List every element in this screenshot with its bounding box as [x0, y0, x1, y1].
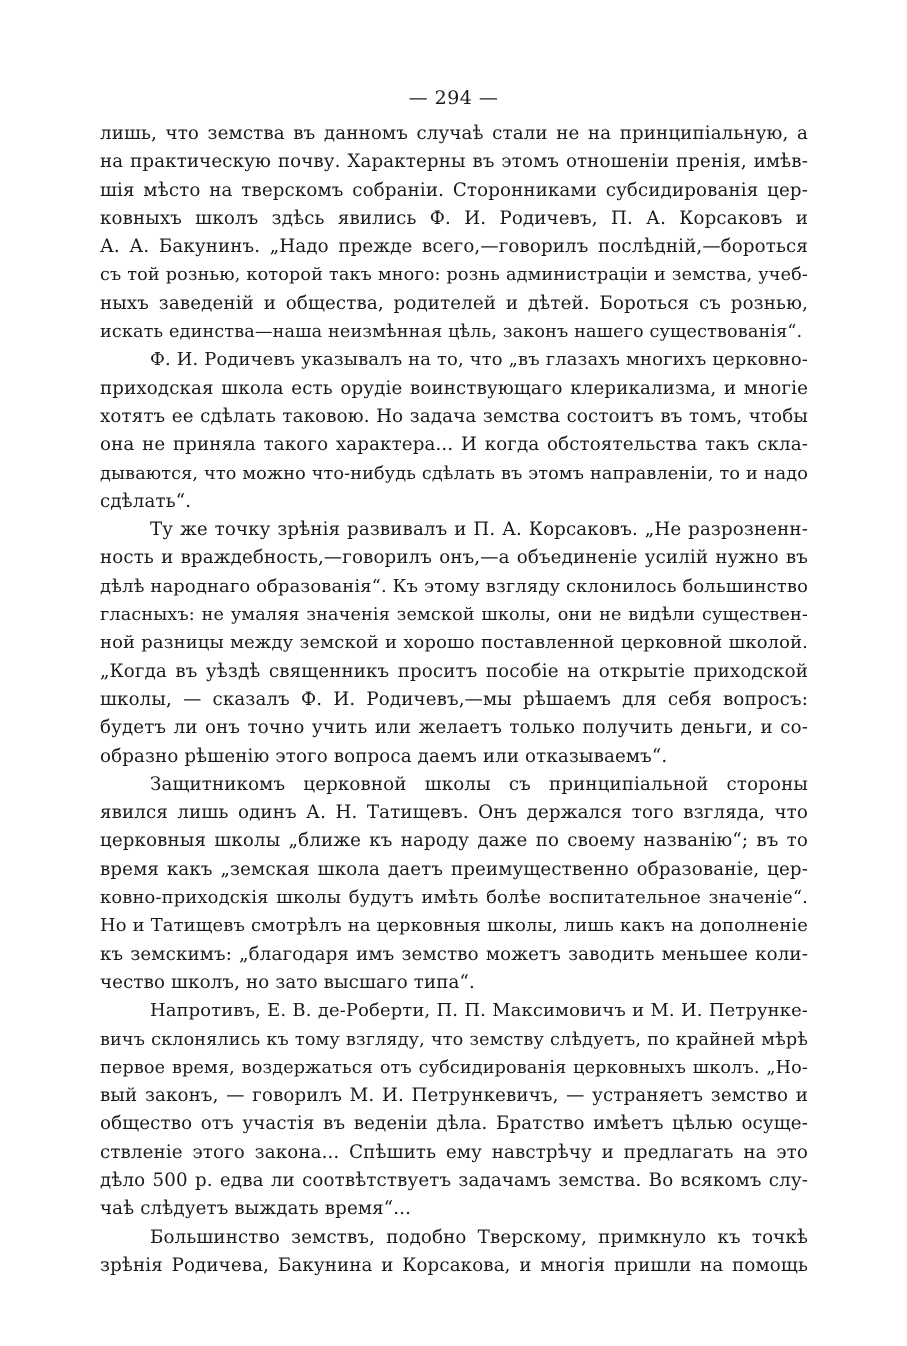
- text-line: ность и враждебность,—говорилъ онъ,—а объединеніе усилій нужно въ: [100, 547, 808, 569]
- text-line: Большинство земствъ, подобно Тверскому, примкнуло къ точкѣ: [150, 1226, 808, 1248]
- text-line: приходская школа есть орудіе воинствующаго клерикализма, и многіе: [100, 377, 808, 399]
- text-line: вый законъ, — говорилъ М. И. Петрункевичъ, — устраняетъ земство и: [100, 1085, 808, 1107]
- page-number: — 294 —: [408, 87, 499, 109]
- text-line: общество отъ участія въ веденіи дѣла. Братство имѣетъ цѣлью осуще-: [100, 1113, 808, 1135]
- text-line: время какъ „земская школа даетъ преимущественно образованіе, цер-: [100, 858, 808, 880]
- text-line: ной разницы между земской и хорошо поставленной церковной школой.: [100, 632, 808, 654]
- text-line: ковно-приходскія школы будутъ имѣть болѣе воспитательное значеніе“.: [100, 887, 808, 909]
- text-line: „Когда въ уѣздѣ священникъ проситъ пособіе на открытіе приходской: [100, 660, 808, 682]
- text-line: сдѣлать“.: [100, 490, 192, 512]
- text-line: чаѣ слѣдуетъ выждать время“...: [100, 1198, 412, 1220]
- text-line: Защитникомъ церковной школы съ принципіальной стороны: [150, 773, 808, 795]
- text-line: Напротивъ, Е. В. де-Роберти, П. П. Максимовичъ и М. И. Петрунке-: [150, 1000, 808, 1022]
- text-line: ковныхъ школъ здѣсь явились Ф. И. Родичевъ, П. А. Корсаковъ и: [100, 207, 808, 229]
- text-line: Ту же точку зрѣнія развивалъ и П. А. Корсаковъ. „Не разрозненн-: [150, 519, 808, 541]
- text-line: на практическую почву. Характерны въ этомъ отношеніи пренія, имѣв-: [100, 151, 808, 173]
- text-line: гласныхъ: не умаляя значенія земской школы, они не видѣли существен-: [100, 605, 808, 626]
- text-line: А. А. Бакунинъ. „Надо прежде всего,—говорилъ послѣдній,—бороться: [100, 236, 808, 258]
- text-line: явился лишь одинъ А. Н. Татищевъ. Онъ держался того взгляда, что: [100, 802, 808, 824]
- text-line: школы, — сказалъ Ф. И. Родичевъ,—мы рѣшаемъ для себя вопросъ:: [100, 688, 808, 710]
- text-line: будетъ ли онъ точно учить или желаетъ только получить деньги, и со-: [100, 717, 808, 739]
- text-line: чество школъ, но зато высшаго типа“.: [100, 971, 475, 993]
- text-line: вичъ склонялись къ тому взгляду, что земству слѣдуетъ, по крайней мѣрѣ: [100, 1029, 808, 1050]
- text-line: образно рѣшенію этого вопроса даемъ или отказываемъ“.: [100, 745, 668, 767]
- text-line: церковныя школы „ближе къ народу даже по своему названію“; въ то: [100, 830, 808, 852]
- text-line: съ той рознью, которой такъ много: рознь администраціи и земства, учеб-: [100, 265, 808, 286]
- text-line: искать единства—наша неизмѣнная цѣль, законъ нашего существованія“.: [100, 322, 803, 343]
- text-line: дываются, что можно что-нибудь сдѣлать въ этомъ направленіи, то и надо: [100, 463, 808, 484]
- text-line: ствленіе этого закона... Спѣшить ему навстрѣчу и предлагать на это: [100, 1141, 808, 1163]
- text-line: лишь, что земства въ данномъ случаѣ стали не на принципіальную, а: [100, 123, 808, 144]
- text-line: ныхъ заведеній и общества, родителей и дѣтей. Бороться съ рознью,: [100, 292, 808, 314]
- text-line: хотятъ ее сдѣлать таковою. Но задача земства состоитъ въ томъ, чтобы: [100, 405, 808, 427]
- text-line: дѣло 500 р. едва ли соотвѣтствуетъ задачамъ земства. Во всякомъ слу-: [100, 1169, 808, 1191]
- text-line: Ф. И. Родичевъ указывалъ на то, что „въ глазахъ многихъ церковно-: [150, 349, 808, 371]
- text-line: зрѣнія Родичева, Бакунина и Корсакова, и многія пришли на помощь: [100, 1254, 808, 1276]
- text-line: къ земскимъ: „благодаря имъ земство можетъ заводить меньшее коли-: [100, 943, 808, 965]
- text-line: первое время, воздержаться отъ субсидированія церковныхъ школъ. „Но-: [100, 1057, 808, 1078]
- text-line: она не приняла такого характера... И когда обстоятельства такъ скла-: [100, 434, 808, 456]
- body-text: [100, 120, 808, 1280]
- text-line: шія мѣсто на тверскомъ собраніи. Сторонниками субсидированія цер-: [100, 179, 808, 201]
- text-line: дѣлѣ народнаго образованія“. Къ этому взгляду склонилось большинство: [100, 575, 808, 597]
- text-line: Но и Татищевъ смотрѣлъ на церковныя школы, лишь какъ на дополненіе: [100, 915, 808, 937]
